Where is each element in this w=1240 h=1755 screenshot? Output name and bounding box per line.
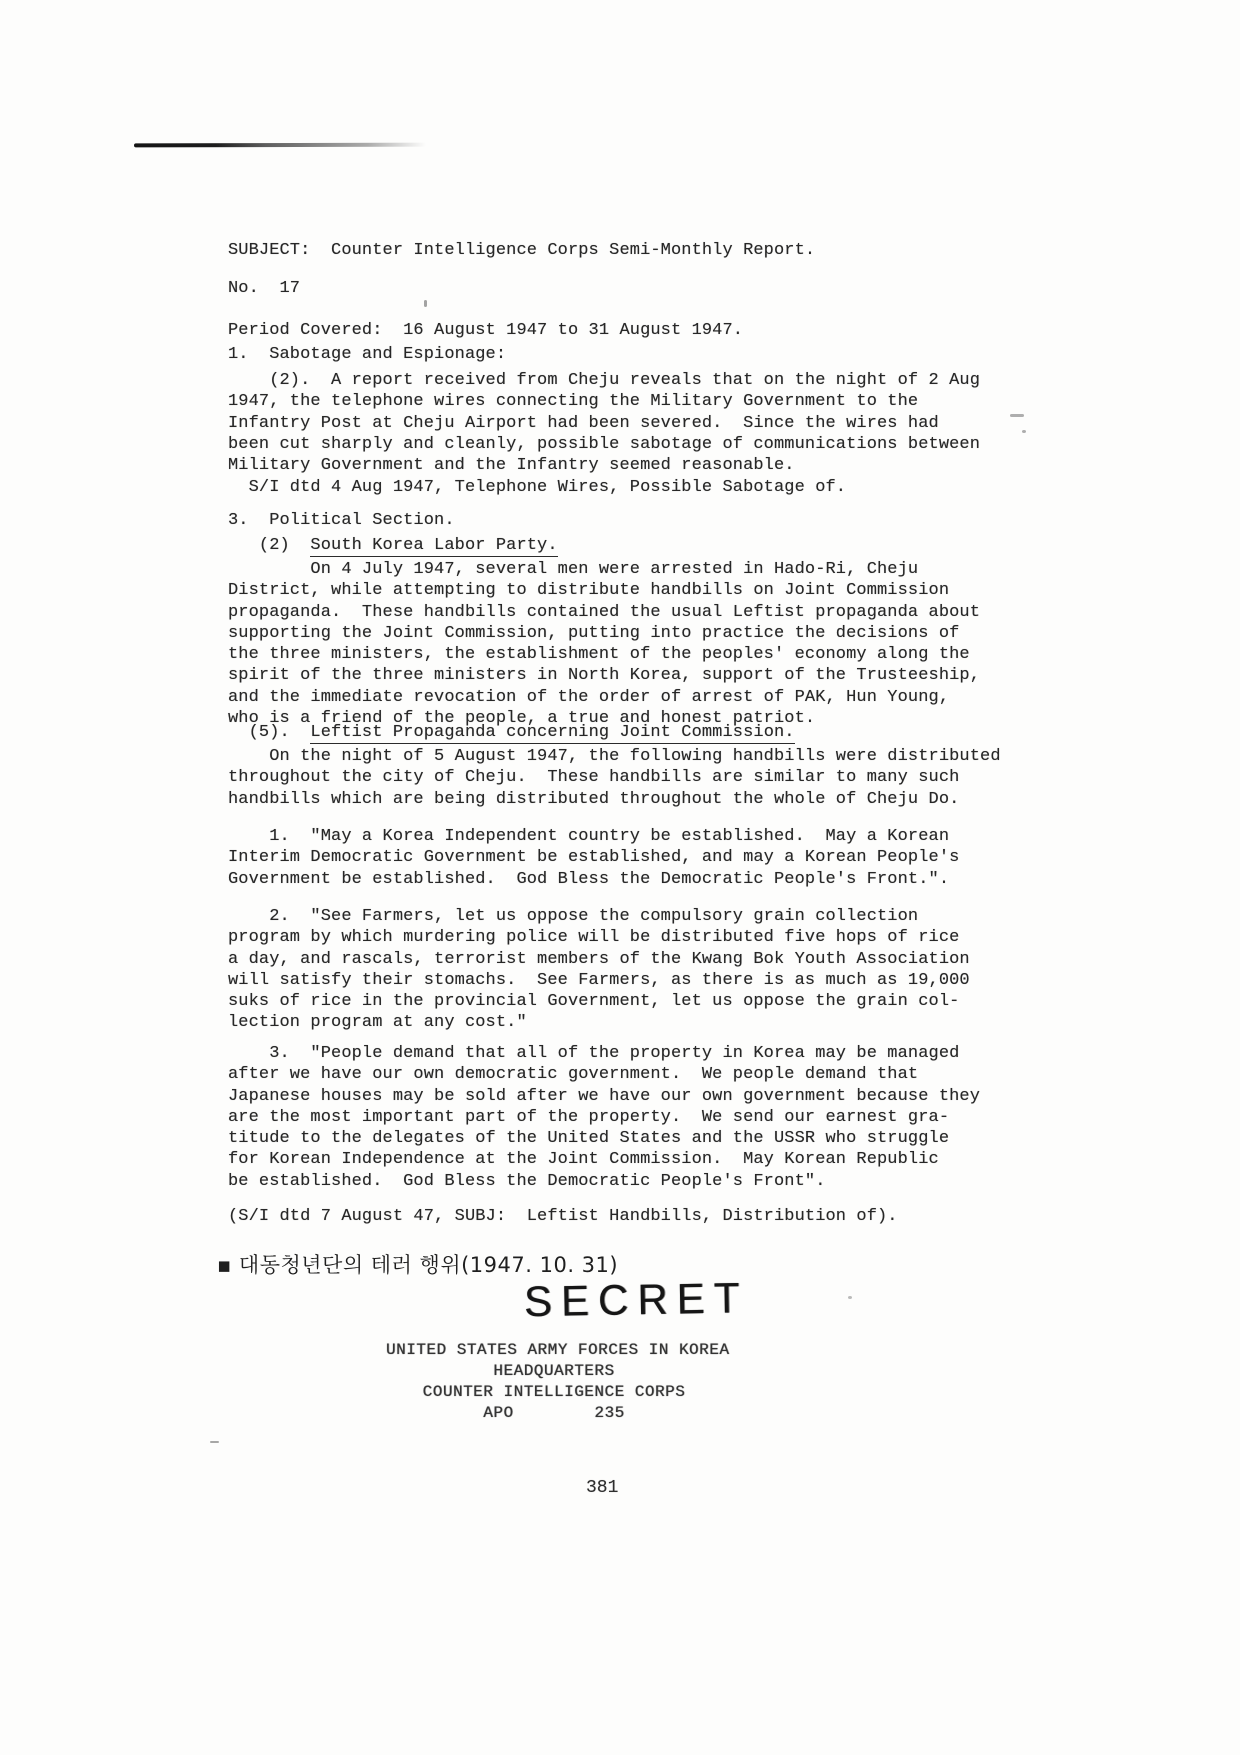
text-line: On the night of 5 August 1947, the following handbills were distributed: [228, 747, 1001, 766]
text-line: program by which murdering police will be distributed five hops of rice: [228, 928, 960, 948]
labor-party-paragraph: [228, 559, 980, 729]
text-line: who is a friend of the people, a true and honest patriot.: [228, 709, 816, 729]
text-line: 3. "People demand that all of the property in Korea may be managed: [228, 1044, 960, 1063]
handbill-2: [228, 906, 970, 1034]
section-3-heading: [228, 510, 455, 531]
text-line: Infantry Post at Cheju Airport had been severed. Since the wires had: [228, 413, 939, 433]
report-number: [228, 278, 300, 299]
underlined-heading-text: South Korea Labor Party.: [310, 536, 558, 555]
text-line: Japanese houses may be sold after we have our own government because they: [228, 1086, 981, 1106]
text-line: Government be established. God Bless the Democratic People's Front.".: [228, 869, 950, 889]
korean-annotation: ▪ 대동청년단의 테러 행위(1947. 10. 31): [217, 1253, 619, 1277]
text-line: spirit of the three ministers in North Korea, support of the Trusteeship,: [228, 666, 981, 686]
text-line: No. 17: [228, 279, 301, 298]
text-line: Military Government and the Infantry seemed reasonable.: [228, 456, 795, 476]
leftist-propaganda-heading: [228, 722, 795, 743]
scan-artifact: [1010, 414, 1024, 417]
text-line: District, while attempting to distribute handbills on Joint Commission: [228, 581, 950, 601]
handbill-1: [228, 826, 959, 890]
text-line: supporting the Joint Commission, putting into practice the decisions of: [228, 623, 960, 643]
period-covered: [228, 320, 743, 341]
subject-line: [228, 240, 815, 261]
text-line: Interim Democratic Government be established, and may a Korean People's: [228, 848, 960, 868]
text-line: handbills which are being distributed throughout the whole of Cheju Do.: [228, 789, 960, 809]
text-line: Period Covered: 16 August 1947 to 31 August 1947.: [228, 321, 744, 340]
page-number: 381: [586, 1478, 619, 1498]
text-line: suks of rice in the provincial Government, let us oppose the grain col-: [228, 992, 960, 1012]
text-line: propaganda. These handbills contained the usual Leftist propaganda about: [228, 602, 981, 622]
text-line: S/I dtd 4 Aug 1947, Telephone Wires, Possible Sabotage of.: [228, 478, 847, 497]
text-line: SUBJECT: Counter Intelligence Corps Semi-Monthly Report.: [228, 241, 816, 260]
source-citation-2: [228, 1206, 898, 1227]
text-line: a day, and rascals, terrorist members of the Kwang Bok Youth Association: [228, 949, 970, 969]
text-line: (5). Leftist Propaganda concerning Joint Commission.: [228, 723, 795, 742]
text-line: for Korean Independence at the Joint Commission. May Korean Republic: [228, 1150, 939, 1170]
organization-header-block: [386, 1340, 730, 1424]
handbill-3: [228, 1043, 980, 1192]
text-line: (2). A report received from Cheju reveals that on the night of 2 Aug: [228, 371, 981, 390]
labor-party-heading: [228, 535, 558, 556]
scan-artifact: [210, 1441, 219, 1443]
text-line: (S/I dtd 7 August 47, SUBJ: Leftist Handbills, Distribution of).: [228, 1207, 898, 1226]
text-line: and the immediate revocation of the order of arrest of PAK, Hun Young,: [228, 687, 950, 707]
scan-artifact: [424, 300, 427, 307]
text-line: 3. Political Section.: [228, 511, 455, 530]
text-line: 2. "See Farmers, let us oppose the compulsory grain collection: [228, 907, 919, 926]
scan-artifact: [848, 1296, 852, 1299]
scan-artifact: [1022, 430, 1026, 433]
source-citation-1: [228, 477, 846, 498]
text-line: On 4 July 1947, several men were arrested in Hado-Ri, Cheju: [228, 560, 919, 579]
text-line: after we have our own democratic government. We people demand that: [228, 1065, 919, 1085]
text-line: are the most important part of the property. We send our earnest gra-: [228, 1107, 950, 1127]
text-line: been cut sharply and cleanly, possible sabotage of communications between: [228, 434, 981, 454]
org-header-line: UNITED STATES ARMY FORCES IN KOREA: [386, 1341, 730, 1359]
text-line: titude to the delegates of the United States and the USSR who struggle: [228, 1129, 950, 1149]
text-line: 1. Sabotage and Espionage:: [228, 345, 507, 364]
sabotage-paragraph: [228, 370, 980, 476]
text-line: throughout the city of Cheju. These handbills are similar to many such: [228, 768, 960, 788]
text-line: be established. God Bless the Democratic People's Front".: [228, 1171, 826, 1191]
text-line: the three ministers, the establishment of the peoples' economy along the: [228, 645, 970, 665]
text-line: 1947, the telephone wires connecting the Military Government to the: [228, 392, 919, 412]
secret-classification-stamp: SECRET: [523, 1273, 749, 1326]
underlined-heading-text: Leftist Propaganda concerning Joint Commission.: [310, 723, 795, 742]
org-header-line: COUNTER INTELLIGENCE CORPS: [422, 1383, 686, 1401]
leftist-propaganda-paragraph: [228, 746, 1001, 810]
text-line: will satisfy their stomachs. See Farmers, as there is as much as 19,000: [228, 970, 970, 990]
text-line: (2) South Korea Labor Party.: [228, 536, 558, 555]
org-header-line: APO 235: [483, 1404, 625, 1422]
section-1-heading: [228, 344, 506, 365]
org-header-line: HEADQUARTERS: [493, 1362, 615, 1380]
text-line: lection program at any cost.": [228, 1013, 527, 1033]
text-line: 1. "May a Korea Independent country be established. May a Korean: [228, 827, 950, 846]
